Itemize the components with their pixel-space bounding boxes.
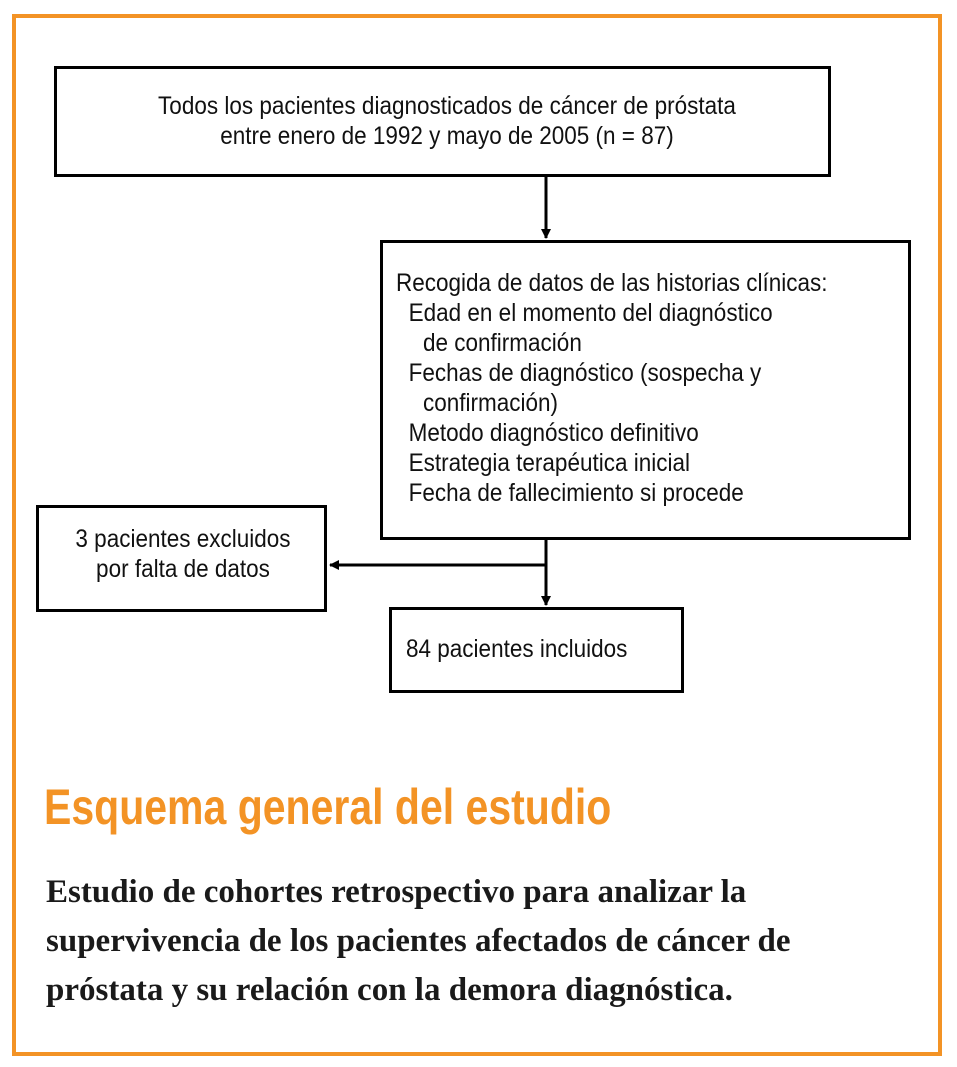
all-patients-line2: entre enero de 1992 y mayo de 2005 (n = 87) [220,122,674,150]
all-patients-line1: Todos los pacientes diagnosticados de cáncer de próstata [158,92,736,120]
caption-line2: supervivencia de los pacientes afectados de cáncer de [46,923,791,959]
collect-item: Edad en el momento del diagnóstico [408,299,773,327]
included-label: 84 pacientes incluidos [406,635,628,663]
caption-line1: Estudio de cohortes retrospectivo para analizar la [46,874,747,910]
collect-item: Estrategia terapéutica inicial [408,449,691,477]
all-patients-box [54,66,831,177]
figure-heading: Esquema general del estudio [44,779,612,835]
collect-item: Metodo diagnóstico definitivo [408,419,699,447]
included-patients-box [389,607,684,693]
collect-item: de confirmación [423,329,582,357]
collect-item: confirmación) [423,389,559,417]
figure-caption [46,868,846,1015]
excluded-line1: 3 pacientes excluidos [75,525,291,553]
excluded-line2: por falta de datos [96,555,270,583]
excluded-patients-box [36,505,327,612]
caption-line3: próstata y su relación con la demora diagnóstica. [46,972,733,1008]
collect-item: Fecha de fallecimiento si procede [408,479,744,507]
collect-item: Fechas de diagnóstico (sospecha y [408,359,762,387]
data-collection-box [380,240,911,540]
data-collection-title: Recogida de datos de las historias clínicas: [396,269,828,297]
